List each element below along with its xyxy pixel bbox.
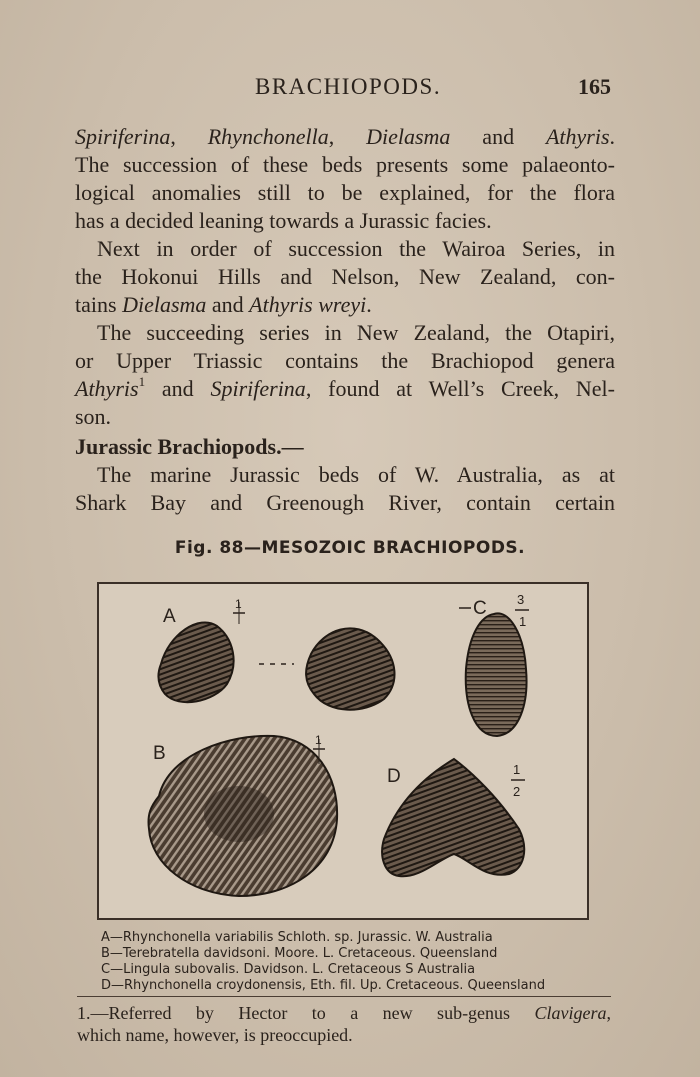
footnote-divider	[77, 996, 611, 997]
fossil-c	[459, 608, 527, 736]
section-heading: Jurassic Brachiopods.—	[75, 434, 304, 459]
text-line	[75, 124, 615, 152]
text-fragment: , found at Well’s Creek, Nel-	[305, 376, 616, 401]
text-line: has a decided leaning towards a Jurassic facies.	[75, 208, 492, 233]
legend-entry-d: D—Rhynchonella croydonensis, Eth. fil. Up. Cretaceous. Queensland	[101, 978, 546, 993]
text-fragment: .	[366, 292, 372, 317]
fossil-b	[148, 736, 337, 896]
figure-label-c: C	[473, 598, 487, 619]
scale-label-d-den: 2	[513, 784, 521, 799]
footnote-marker: 1	[138, 374, 146, 389]
text-line: logical anomalies still to be explained, for the flora	[75, 180, 615, 205]
text-fragment: ,	[170, 124, 208, 149]
page-title: BRACHIOPODS.	[255, 74, 442, 99]
text-fragment: 1.—Referred by Hector to a new sub-genus	[77, 1003, 535, 1023]
genus-name: Spiriferina	[75, 124, 171, 149]
footnote-line	[77, 1003, 611, 1025]
running-header	[0, 74, 700, 108]
fossil-a	[158, 622, 394, 709]
genus-name: Dielasma	[366, 124, 451, 149]
figure-caption: Fig. 88—MESOZOIC BRACHIOPODS.	[174, 538, 526, 558]
genus-name: Athyris	[545, 124, 610, 149]
figure-legend	[101, 930, 601, 994]
text-line	[75, 292, 615, 320]
text-line: The succeeding series in New Zealand, the Otapiri,	[97, 320, 615, 345]
figure-label-a: A	[163, 606, 176, 627]
text-fragment: tains	[75, 292, 123, 317]
scale-label-c-num: 3	[517, 592, 525, 607]
page-number: 165	[578, 74, 611, 99]
scale-label-b: 1	[315, 733, 322, 747]
legend-entry-a: A—Rhynchonella variabilis Schloth. sp. Jurassic. W. Australia	[101, 930, 493, 945]
figure-label-d: D	[387, 766, 401, 787]
scale-label-c-den: 1	[519, 614, 527, 629]
scale-label-d-num: 1	[513, 762, 521, 777]
text-line: Next in order of succession the Wairoa Series, in	[97, 236, 615, 261]
text-line: or Upper Triassic contains the Brachiopod genera	[75, 348, 615, 373]
text-fragment: and	[450, 124, 546, 149]
text-line: the Hokonui Hills and Nelson, New Zealand, con-	[75, 264, 615, 289]
text-fragment: ,	[328, 124, 367, 149]
genus-name: Spiriferina	[210, 376, 306, 401]
text-line	[75, 376, 615, 404]
fossil-illustration	[99, 584, 587, 918]
genus-name: Athyris	[75, 376, 139, 401]
figure-plate	[97, 582, 589, 920]
text-line: son.	[75, 404, 112, 429]
species-name: Athyris wreyi	[249, 292, 367, 317]
legend-entry-c: C—Lingula subovalis. Davidson. L. Cretaceous S Australia	[101, 962, 476, 977]
text-line: Shark Bay and Greenough River, contain certain	[75, 490, 615, 515]
text-line: The marine Jurassic beds of W. Australia, as at	[97, 462, 615, 487]
legend-entry-b: B—Terebratella davidsoni. Moore. L. Cretaceous. Queensland	[101, 946, 498, 961]
text-fragment: and	[145, 376, 211, 401]
footnote	[77, 1003, 611, 1047]
text-line: The succession of these beds presents some palaeonto-	[75, 152, 615, 177]
genus-name: Clavigera	[534, 1003, 607, 1023]
genus-name: Rhynchonella	[207, 124, 329, 149]
fossil-d	[382, 759, 524, 876]
text-fragment: .	[609, 124, 616, 149]
figure-label-b: B	[153, 743, 166, 764]
footnote-line: which name, however, is preoccupied.	[77, 1025, 353, 1045]
genus-name: Dielasma	[122, 292, 207, 317]
text-fragment: and	[206, 292, 250, 317]
text-fragment: ,	[606, 1003, 611, 1023]
scale-label-a: 1	[235, 597, 242, 611]
